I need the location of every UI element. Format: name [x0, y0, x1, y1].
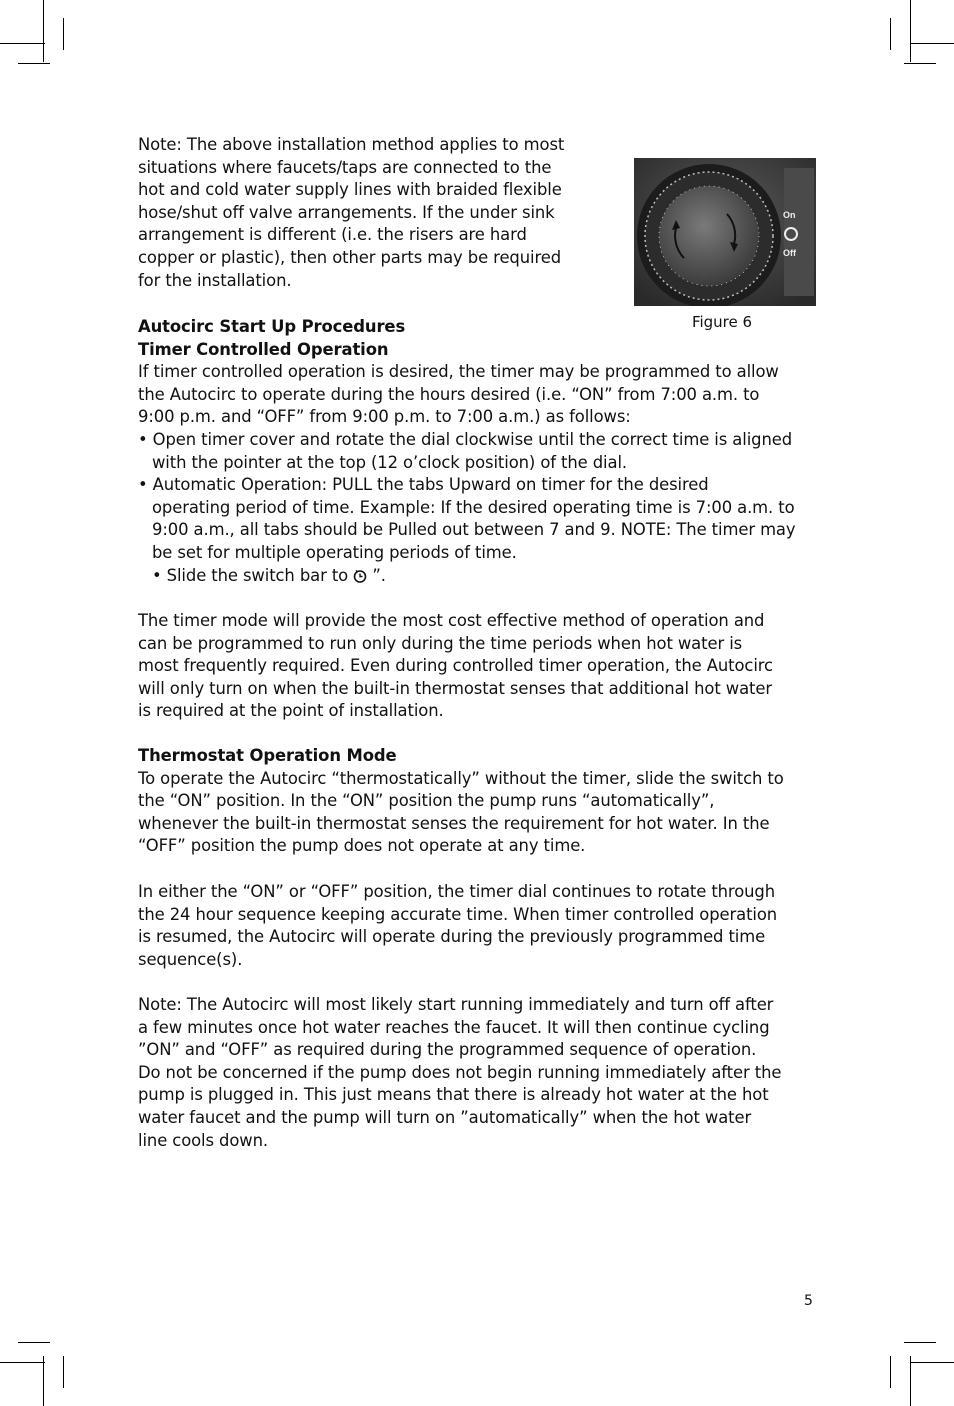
text-line: pump is plugged in. This just means that there is already hot water at the hot — [138, 1085, 769, 1105]
crop-mark — [0, 43, 45, 44]
crop-mark — [890, 18, 891, 50]
bullet-continuation: be set for multiple operating periods of time. — [152, 542, 517, 562]
intro-note — [138, 134, 564, 292]
crop-mark — [910, 43, 954, 44]
text-line: the Autocirc to operate during the hours desired (i.e. “ON” from 7:00 a.m. to — [138, 384, 760, 404]
switch-on-label: On — [783, 210, 796, 220]
text-line: the “ON” position. In the “ON” position the pump runs “automatically”, — [138, 791, 715, 811]
bullet-item-switch — [138, 565, 795, 588]
text-line: Do not be concerned if the pump does not begin running immediately after the — [138, 1062, 782, 1082]
text-line: To operate the Autocirc “thermostatically” without the timer, slide the switch to — [138, 768, 784, 788]
crop-mark — [43, 1356, 44, 1406]
text-line: situations where faucets/taps are connected to the — [138, 157, 552, 177]
text-line: is required at the point of installation. — [138, 701, 444, 721]
section-heading: Thermostat Operation Mode — [138, 746, 397, 765]
timer-clock-icon — [353, 569, 367, 583]
text-line: for the installation. — [138, 270, 292, 290]
page-number: 5 — [804, 1293, 813, 1309]
text-line: 9:00 p.m. and “OFF” from 9:00 p.m. to 7:00 a.m.) as follows: — [138, 407, 631, 427]
text-line: The timer mode will provide the most cost effective method of operation and — [138, 611, 765, 630]
timer-dial-illustration — [634, 158, 816, 306]
final-note-paragraph — [138, 994, 781, 1152]
timer-dial-photo — [634, 158, 816, 306]
text-line: hot and cold water supply lines with braided flexible — [138, 180, 562, 200]
figure-caption: Figure 6 — [691, 313, 753, 331]
text-line: the 24 hour sequence keeping accurate time. When timer controlled operation — [138, 904, 778, 924]
crop-mark — [18, 63, 50, 64]
startup-section — [138, 316, 795, 587]
text-line: arrangement is different (i.e. the risers are hard — [138, 225, 527, 245]
text-line: “OFF” position the pump does not operate at any time. — [138, 836, 586, 856]
switch-off-label: Off — [783, 248, 796, 258]
crop-mark — [18, 1342, 50, 1343]
crop-mark — [43, 0, 44, 62]
crop-mark — [904, 63, 936, 64]
text-line: sequence(s). — [138, 949, 243, 969]
bullet-continuation: with the pointer at the top (12 o’clock position) of the dial. — [152, 452, 628, 472]
text-line: copper or plastic), then other parts may be required — [138, 247, 562, 267]
bullet-item: • Automatic Operation: PULL the tabs Upward on timer for the desired — [138, 475, 709, 495]
text-line: water faucet and the pump will turn on ”automatically” when the hot water — [138, 1107, 752, 1127]
bullet-text: • Slide the switch bar to — [152, 565, 354, 585]
bullet-continuation: 9:00 a.m., all tabs should be Pulled out between 7 and 9. NOTE: The timer may — [152, 520, 796, 540]
text-line: is resumed, the Autocirc will operate during the previously programmed time — [138, 927, 766, 947]
text-line: ”ON” and “OFF” as required during the programmed sequence of operation. — [138, 1040, 757, 1060]
crop-mark — [910, 1362, 954, 1363]
either-position-paragraph — [138, 881, 777, 971]
crop-mark — [890, 1356, 891, 1388]
text-line: a few minutes once hot water reaches the faucet. It will then continue cycling — [138, 1017, 770, 1037]
text-line: Note: The Autocirc will most likely start running immediately and turn off after — [138, 995, 774, 1014]
crop-mark — [904, 1342, 936, 1343]
section-heading: Autocirc Start Up Procedures — [138, 317, 406, 336]
text-line: can be programmed to run only during the time periods when hot water is — [138, 633, 743, 653]
text-line: line cools down. — [138, 1130, 268, 1150]
section-subheading: Timer Controlled Operation — [138, 339, 389, 359]
bullet-item: • Open timer cover and rotate the dial clockwise until the correct time is aligned — [138, 429, 793, 449]
crop-mark — [63, 18, 64, 50]
crop-mark — [63, 1356, 64, 1388]
thermostat-section — [138, 745, 784, 858]
text-line: Note: The above installation method applies to most — [138, 135, 565, 154]
text-line: hose/shut off valve arrangements. If the under sink — [138, 202, 555, 222]
timer-mode-paragraph — [138, 610, 773, 723]
bullet-text: ”. — [367, 565, 386, 585]
bullet-continuation: operating period of time. Example: If the desired operating time is 7:00 a.m. to — [152, 497, 795, 517]
crop-mark — [0, 1362, 45, 1363]
crop-mark — [910, 0, 911, 62]
text-line: whenever the built-in thermostat senses the requirement for hot water. In the — [138, 813, 770, 833]
text-line: most frequently required. Even during controlled timer operation, the Autocirc — [138, 656, 773, 676]
crop-mark — [910, 1356, 911, 1406]
text-line: will only turn on when the built-in thermostat senses that additional hot water — [138, 678, 772, 698]
text-line: In either the “ON” or “OFF” position, the timer dial continues to rotate through — [138, 882, 776, 901]
text-line: If timer controlled operation is desired, the timer may be programmed to allow — [138, 362, 779, 382]
